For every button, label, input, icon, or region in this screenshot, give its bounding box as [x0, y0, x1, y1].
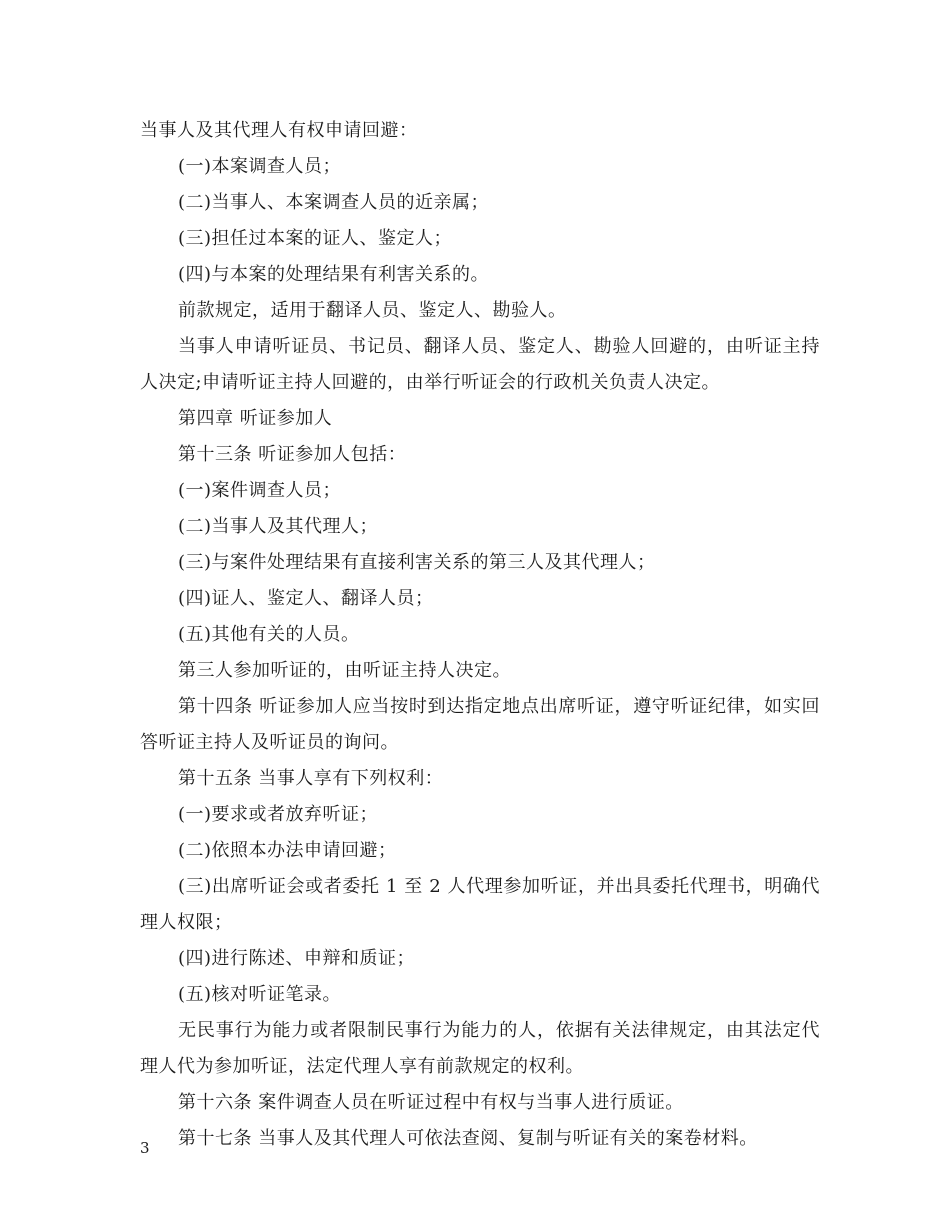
chapter-heading: 第四章 听证参加人	[178, 408, 333, 429]
paragraph-continuation: 当事人及其代理人有权申请回避：	[140, 120, 418, 141]
list-item: (四)进行陈述、申辩和质证；	[178, 948, 416, 969]
list-item: (二)当事人、本案调查人员的近亲属；	[178, 192, 490, 213]
list-item: (二)依照本办法申请回避；	[178, 840, 397, 861]
article-14: 第十四条 听证参加人应当按时到达指定地点出席听证，遵守听证纪律，如实回答听证主持人及听证员的询问。	[140, 696, 820, 753]
article-15: 第十五条 当事人享有下列权利：	[178, 768, 444, 789]
list-item: (三)出席听证会或者委托 1 至 2 人代理参加听证，并出具委托代理书，明确代理人权限；	[140, 876, 820, 933]
article-13: 第十三条 听证参加人包括：	[178, 444, 407, 465]
paragraph: 第三人参加听证的，由听证主持人决定。	[178, 660, 511, 681]
list-item: (三)与案件处理结果有直接利害关系的第三人及其代理人；	[178, 552, 656, 573]
list-item: (五)核对听证笔录。	[178, 984, 342, 1005]
article-17: 第十七条 当事人及其代理人可依法查阅、复制与听证有关的案卷材料。	[178, 1128, 758, 1149]
list-item: (一)要求或者放弃听证；	[178, 804, 379, 825]
list-item: (四)与本案的处理结果有利害关系的。	[178, 264, 490, 285]
paragraph: 当事人申请听证员、书记员、翻译人员、鉴定人、勘验人回避的，由听证主持人决定;申请听证主持人回避的，由举行听证会的行政机关负责人决定。	[140, 336, 820, 393]
paragraph: 无民事行为能力或者限制民事行为能力的人，依据有关法律规定，由其法定代理人代为参加听证，法定代理人享有前款规定的权利。	[140, 1020, 820, 1077]
paragraph: 前款规定，适用于翻译人员、鉴定人、勘验人。	[178, 300, 567, 321]
article-16: 第十六条 案件调查人员在听证过程中有权与当事人进行质证。	[178, 1092, 684, 1113]
page-number: 3	[140, 1139, 150, 1157]
list-item: (一)本案调查人员；	[178, 156, 342, 177]
list-item: (三)担任过本案的证人、鉴定人；	[178, 228, 453, 249]
document-body	[140, 113, 820, 1157]
list-item: (二)当事人及其代理人；	[178, 516, 379, 537]
list-item: (一)案件调查人员；	[178, 480, 342, 501]
list-item: (五)其他有关的人员。	[178, 624, 360, 645]
list-item: (四)证人、鉴定人、翻译人员；	[178, 588, 434, 609]
